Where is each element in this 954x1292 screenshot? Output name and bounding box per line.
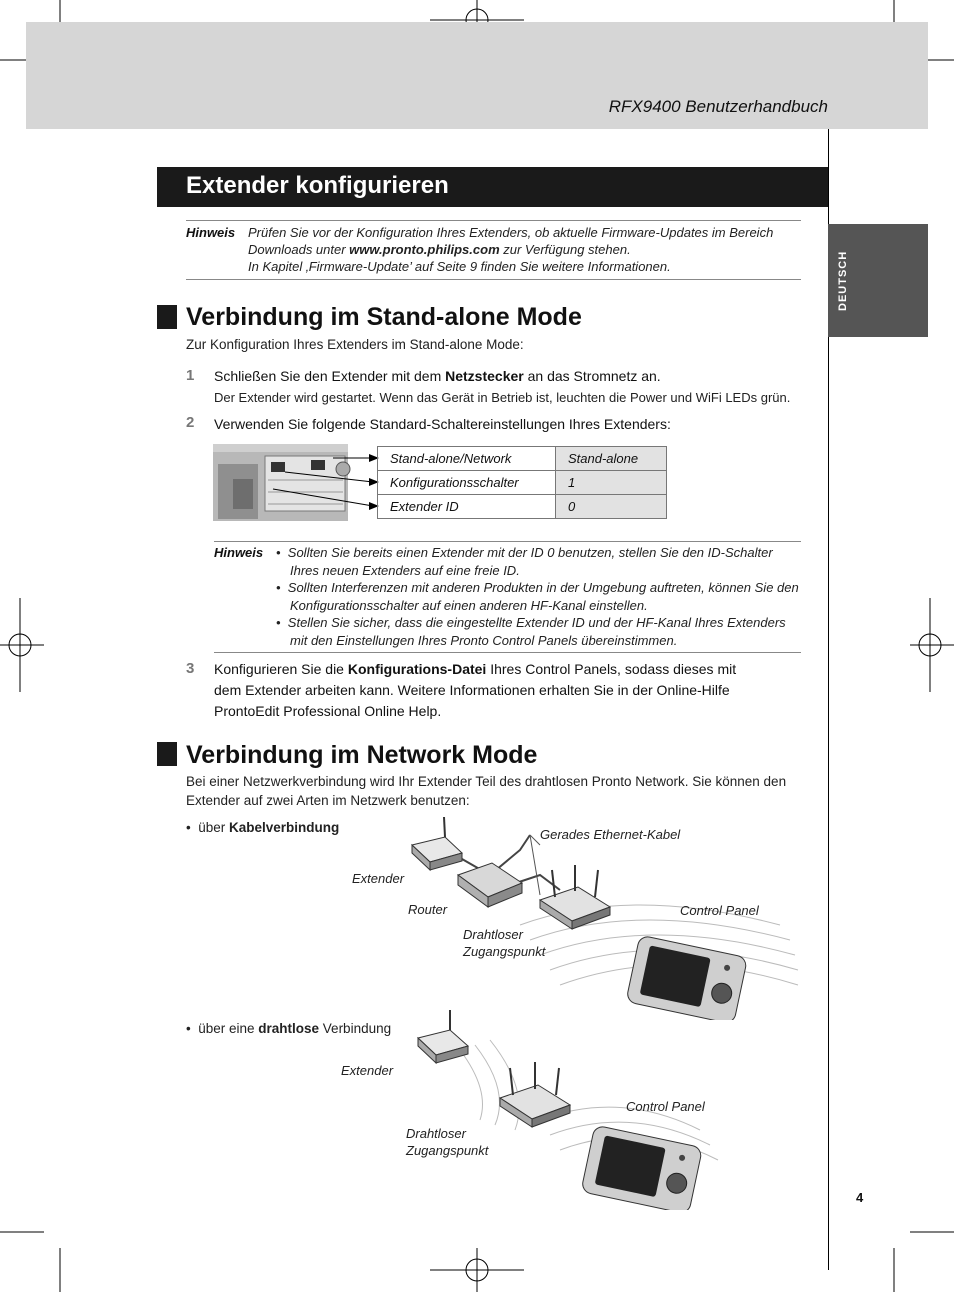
note1-top-rule	[186, 220, 801, 221]
label-control-panel-2: Control Panel	[626, 1099, 705, 1114]
label-ethernet-cable: Gerades Ethernet-Kabel	[540, 827, 681, 842]
section1-intro: Zur Konfiguration Ihres Extenders im Stand-alone Mode:	[186, 337, 524, 352]
access-point-device-1	[540, 865, 610, 929]
extender-switch-image	[213, 444, 380, 524]
section1-marker	[157, 305, 177, 329]
section2-marker	[157, 742, 177, 766]
note1-label: Hinweis	[186, 225, 236, 240]
router-device	[458, 863, 522, 907]
table-row: Extender ID 0	[378, 495, 667, 519]
section1-title: Verbindung im Stand-alone Mode	[186, 303, 582, 331]
extender-device-1	[412, 817, 462, 870]
list-item: • Sollten Sie bereits einen Extender mit der ID 0 benutzen, stellen Sie den ID-Schalter Ihres neuen Extenders auf eine freie ID.	[276, 545, 773, 578]
access-point-device-2	[500, 1062, 570, 1127]
manual-title: RFX9400 Benutzerhandbuch	[608, 97, 828, 116]
switch-settings-table	[377, 446, 667, 519]
label-extender-2: Extender	[341, 1063, 394, 1078]
note2-bullets	[276, 544, 806, 649]
step2-text: Verwenden Sie folgende Standard-Schaltereinstellungen Ihres Extenders:	[214, 416, 671, 432]
note1-text: Prüfen Sie vor der Konfiguration Ihres Extenders, ob aktuelle Firmware-Updates im Bereich Downloads unter www.pronto.philips.com zur Verfügung stehen. In Kapitel ‚Firmware-Update’ auf Seite 9 finden Sie weitere Informationen.	[248, 225, 774, 274]
control-panel-device-2	[581, 1125, 703, 1210]
page-number: 4	[856, 1190, 864, 1205]
section2-title: Verbindung im Network Mode	[186, 741, 538, 769]
label-access-point-2: Drahtloser Zugangspunkt	[406, 1126, 489, 1158]
label-router: Router	[408, 902, 448, 917]
bullet-cable: • über Kabelverbindung	[186, 820, 340, 835]
step1-number: 1	[186, 367, 195, 384]
control-panel-device-1	[626, 935, 748, 1020]
section2-intro: Bei einer Netzwerkverbindung wird Ihr Extender Teil des drahtlosen Pronto Network. Sie können den Extender auf zwei Arten im Netzwerk benutzen:	[186, 774, 787, 808]
step1-subtext: Der Extender wird gestartet. Wenn das Gerät in Betrieb ist, leuchten die Power und WiFi LEDs grün.	[214, 390, 791, 405]
note2-label: Hinweis	[214, 545, 264, 560]
language-tab-label: DEUTSCH	[837, 250, 849, 311]
label-control-panel-1: Control Panel	[680, 903, 759, 918]
extender-device-2	[418, 1010, 468, 1063]
step1-text: Schließen Sie den Extender mit dem Netzstecker an das Stromnetz an.	[214, 368, 661, 384]
note2-top-rule	[214, 541, 801, 542]
step3-text: Konfigurieren Sie die Konfigurations-Datei Ihres Control Panels, sodass dieses mit dem Extender arbeiten kann. Weitere Informationen erhalten Sie in der Online-Hilfe ProntoEdit Professional Online Help.	[214, 661, 737, 719]
step3-number: 3	[186, 660, 195, 677]
main-heading: Extender konfigurieren	[186, 172, 449, 199]
note1-bottom-rule	[186, 279, 801, 280]
bullet-wireless: • über eine drahtlose Verbindung	[186, 1021, 392, 1036]
label-extender-1: Extender	[352, 871, 405, 886]
label-access-point-1: Drahtloser Zugangspunkt	[463, 927, 546, 959]
downloads-link[interactable]: www.pronto.philips.com	[349, 242, 500, 257]
step2-number: 2	[186, 414, 195, 431]
list-item: • Stellen Sie sicher, dass die eingestellte Extender ID und der HF-Kanal Ihres Extenders mit den Einstellungen Ihres Pronto Control Panels übereinstimmen.	[276, 615, 786, 648]
list-item: • Sollten Interferenzen mit anderen Produkten in der Umgebung auftreten, können Sie den Konfigurationsschalter auf einen anderen HF-Kanal einstellen.	[276, 580, 799, 613]
table-row: Stand-alone/Network Stand-alone	[378, 447, 667, 471]
table-row: Konfigurationsschalter 1	[378, 471, 667, 495]
note2-bottom-rule	[214, 652, 801, 653]
